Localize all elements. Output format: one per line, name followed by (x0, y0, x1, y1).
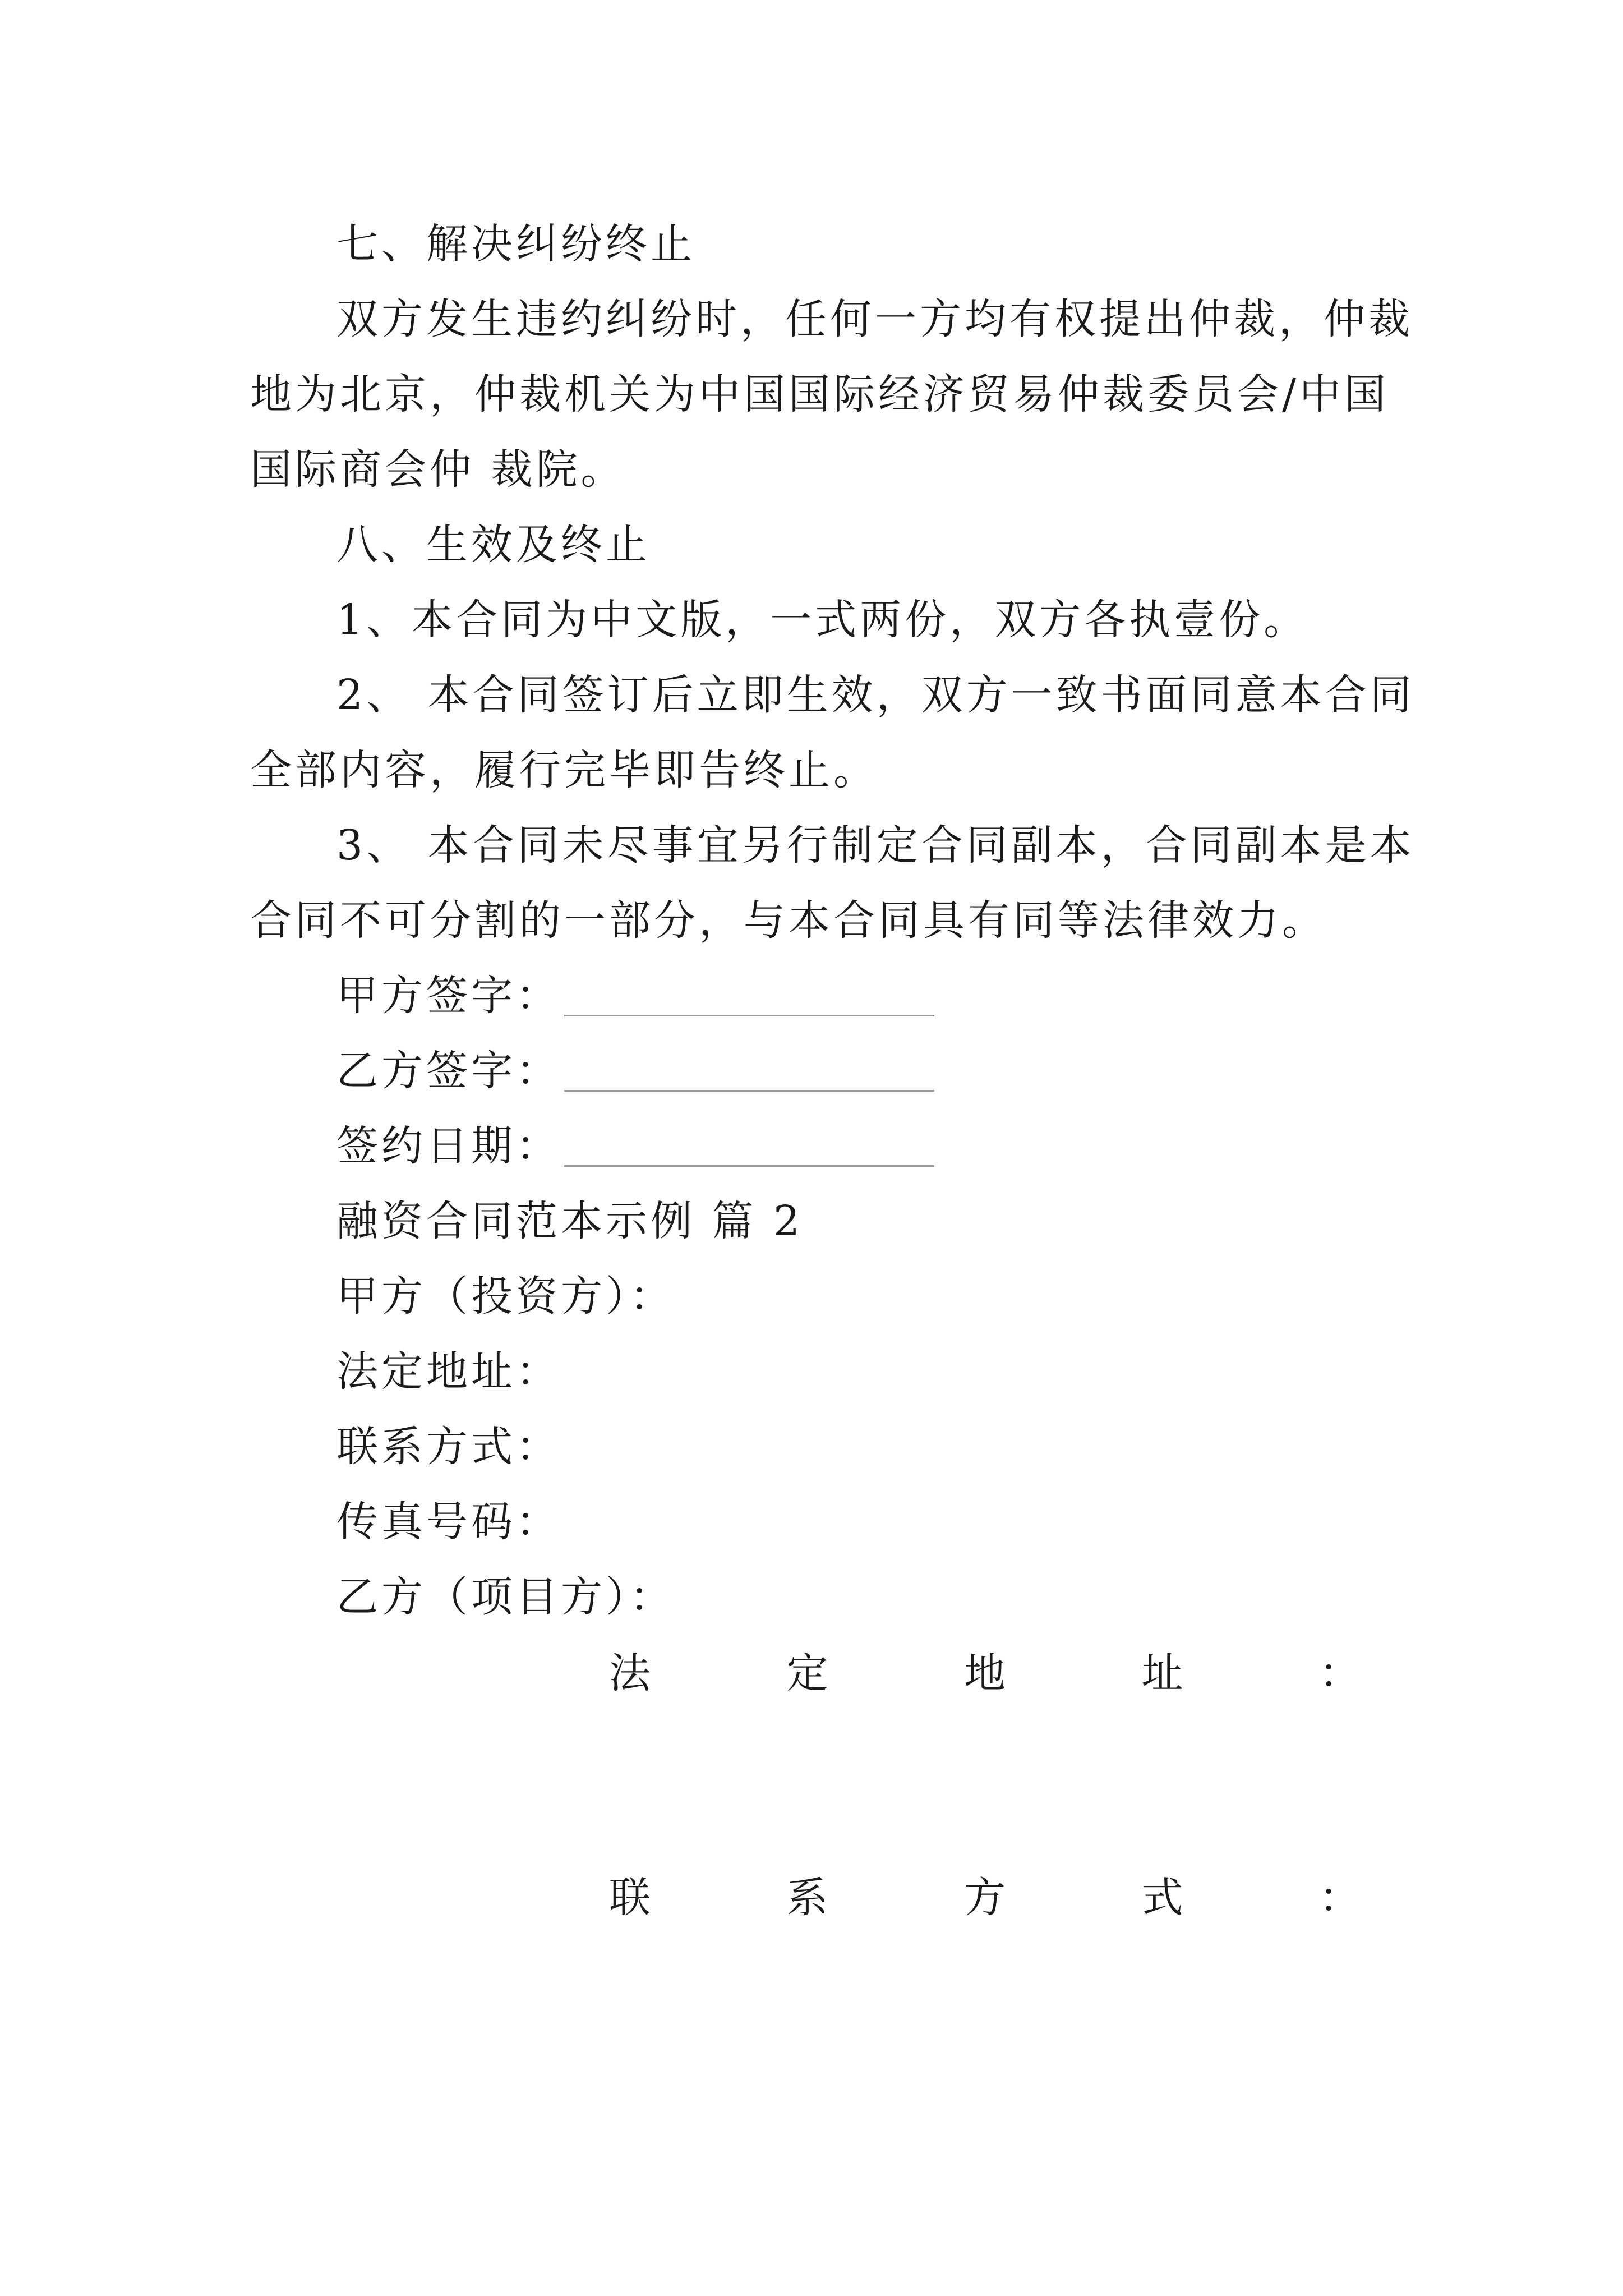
signing-date-row (336, 1122, 934, 1170)
signing-date-blank (564, 1128, 934, 1167)
section7-para-line3: 国际商会仲 裁院。 (250, 445, 626, 494)
party-b-signature-blank (564, 1053, 934, 1092)
spread-char: 法 (609, 1649, 651, 1697)
party-b-signature-row (336, 1047, 934, 1095)
section8-item1: 1、本合同为中文版，一式两份，双方各执壹份。 (336, 596, 1309, 644)
spread-char: 系 (786, 1874, 828, 1922)
part2-contact: 联系方式： (336, 1423, 561, 1471)
part2-party-a: 甲方（投资方）： (336, 1272, 675, 1320)
part2-title: 融资合同范本示例 篇 2 (336, 1197, 804, 1245)
spread-char: 联 (609, 1874, 651, 1922)
section7-para-line2: 地为北京，仲裁机关为中国国际经济贸易仲裁委员会/中国 (250, 370, 1389, 418)
section8-item2-line2: 全部内容，履行完毕即告终止。 (250, 746, 878, 794)
party-a-signature-blank (564, 978, 934, 1016)
spread-char: 式 (1141, 1874, 1183, 1922)
spread-char: ： (1319, 1874, 1361, 1922)
spread-char: ： (1319, 1649, 1361, 1697)
part2-fax: 传真号码： (336, 1498, 561, 1546)
spread-char: 地 (964, 1649, 1006, 1697)
section8-item2-line1: 2、 本合同签订后立即生效，双方一致书面同意本合同 (336, 671, 1415, 719)
party-b-signature-label: 乙方签字： (336, 1047, 561, 1095)
party-a-signature-label: 甲方签字： (336, 972, 561, 1020)
spread-char: 定 (786, 1649, 828, 1697)
part2-party-b: 乙方（项目方）： (336, 1573, 675, 1621)
spread-char: 址 (1141, 1649, 1183, 1697)
party-b-address-spread (609, 1649, 1361, 1697)
section7-heading: 七、解决纠纷终止 (336, 220, 695, 268)
section8-item3-line1: 3、 本合同未尽事宜另行制定合同副本，合同副本是本 (336, 821, 1415, 869)
section8-item3-line2: 合同不可分割的一部分，与本合同具有同等法律效力。 (250, 896, 1327, 945)
signing-date-label: 签约日期： (336, 1122, 561, 1170)
part2-address: 法定地址： (336, 1347, 561, 1396)
spread-char: 方 (964, 1874, 1006, 1922)
party-a-signature-row (336, 972, 934, 1020)
section8-heading: 八、生效及终止 (336, 521, 651, 569)
party-b-contact-spread (609, 1874, 1361, 1922)
section7-para-line1: 双方发生违约纠纷时，任何一方均有权提出仲裁，仲裁 (336, 295, 1413, 343)
